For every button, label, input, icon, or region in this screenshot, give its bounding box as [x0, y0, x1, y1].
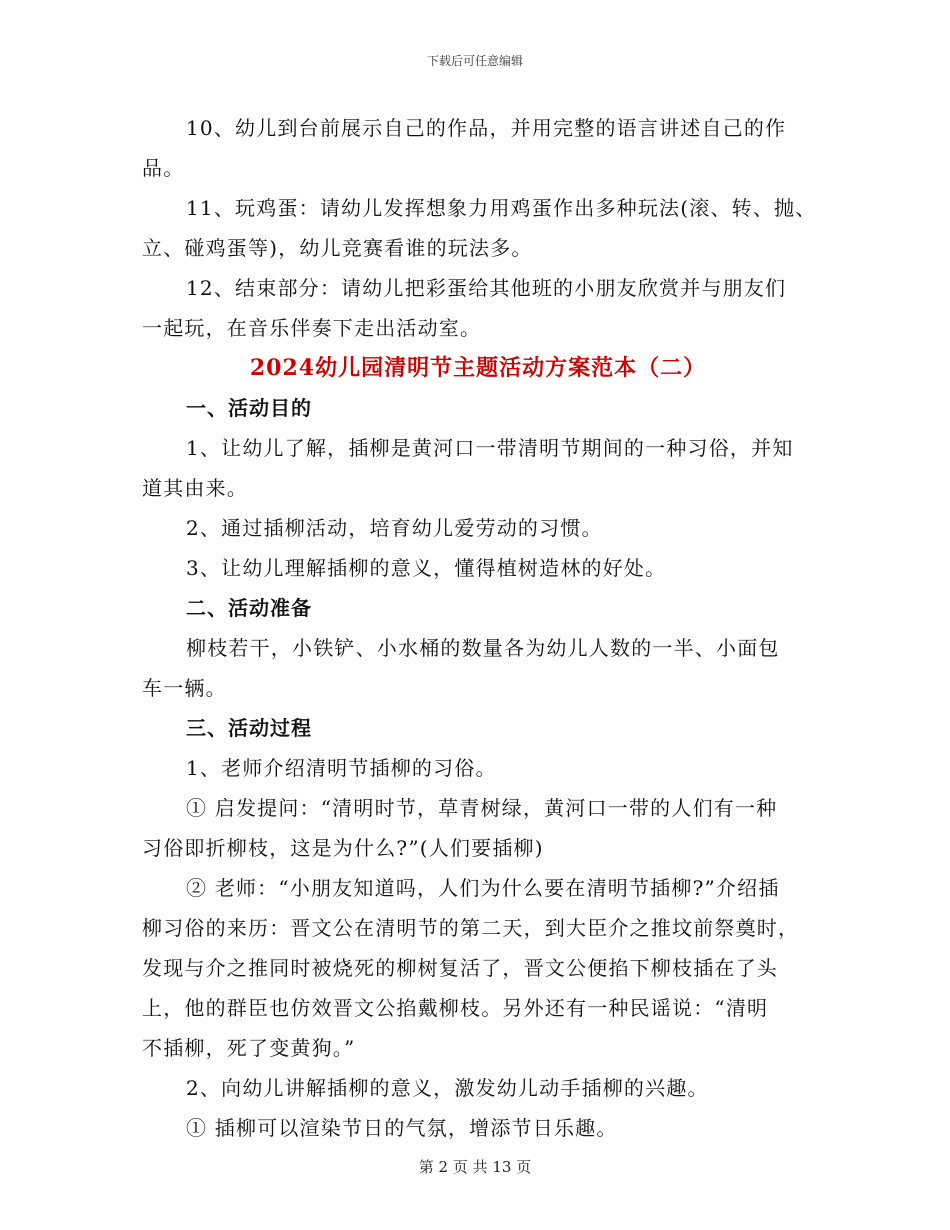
- body-line: 柳习俗的来历：晋文公在清明节的第二天，到大臣介之推坟前祭奠时，: [142, 916, 800, 940]
- section-title: 2024幼儿园清明节主题活动方案范本（二）: [249, 355, 707, 381]
- body-line: ① 启发提问：“清明时节，草青树绿，黄河口一带的人们有一种: [186, 796, 778, 820]
- body-line: ② 老师：“小朋友知道吗，人们为什么要在清明节插柳?”介绍插: [186, 876, 780, 900]
- body-line: 品。: [142, 156, 185, 180]
- body-line: 1、老师介绍清明节插柳的习俗。: [186, 756, 497, 780]
- body-line: 立、碰鸡蛋等)，幼儿竞赛看谁的玩法多。: [142, 236, 533, 260]
- body-line: 一起玩，在音乐伴奏下走出活动室。: [142, 316, 482, 340]
- section-heading: 一、活动目的: [186, 396, 312, 420]
- section-heading: 三、活动过程: [186, 716, 312, 740]
- body-line: 2、通过插柳活动，培育幼儿爱劳动的习惯。: [186, 516, 603, 540]
- body-line: 道其由来。: [142, 476, 248, 500]
- body-line: 10、幼儿到台前展示自己的作品，并用完整的语言讲述自己的作: [186, 116, 787, 140]
- body-line: 不插柳，死了变黄狗。”: [142, 1036, 356, 1060]
- page-header: 下载后可任意编辑: [426, 54, 523, 68]
- section-heading: 二、活动准备: [186, 596, 312, 620]
- body-line: 习俗即折柳枝，这是为什么?”(人们要插柳): [142, 836, 544, 860]
- body-line: 发现与介之推同时被烧死的柳树复活了，晋文公便掐下柳枝插在了头: [142, 956, 778, 980]
- body-line: 柳枝若干，小铁铲、小水桶的数量各为幼儿人数的一半、小面包: [186, 636, 780, 660]
- body-line: ① 插柳可以渲染节日的气氛，增添节日乐趣。: [186, 1116, 618, 1140]
- body-line: 2、向幼儿讲解插柳的意义，激发幼儿动手插柳的兴趣。: [186, 1076, 709, 1100]
- body-line: 11、玩鸡蛋：请幼儿发挥想象力用鸡蛋作出多种玩法(滚、转、抛、: [186, 196, 817, 220]
- body-line: 12、结束部分：请幼儿把彩蛋给其他班的小朋友欣赏并与朋友们: [186, 276, 787, 300]
- document-body: [142, 108, 817, 1148]
- body-line: 上，他的群臣也仿效晋文公掐戴柳枝。另外还有一种民谣说：“清明: [142, 996, 769, 1020]
- page-footer: 第 2 页 共 13 页: [418, 1158, 532, 1176]
- body-line: 车一辆。: [142, 676, 227, 700]
- body-line: 3、让幼儿理解插柳的意义，懂得植树造林的好处。: [186, 556, 667, 580]
- body-line: 1、让幼儿了解，插柳是黄河口一带清明节期间的一种习俗，并知: [186, 436, 794, 460]
